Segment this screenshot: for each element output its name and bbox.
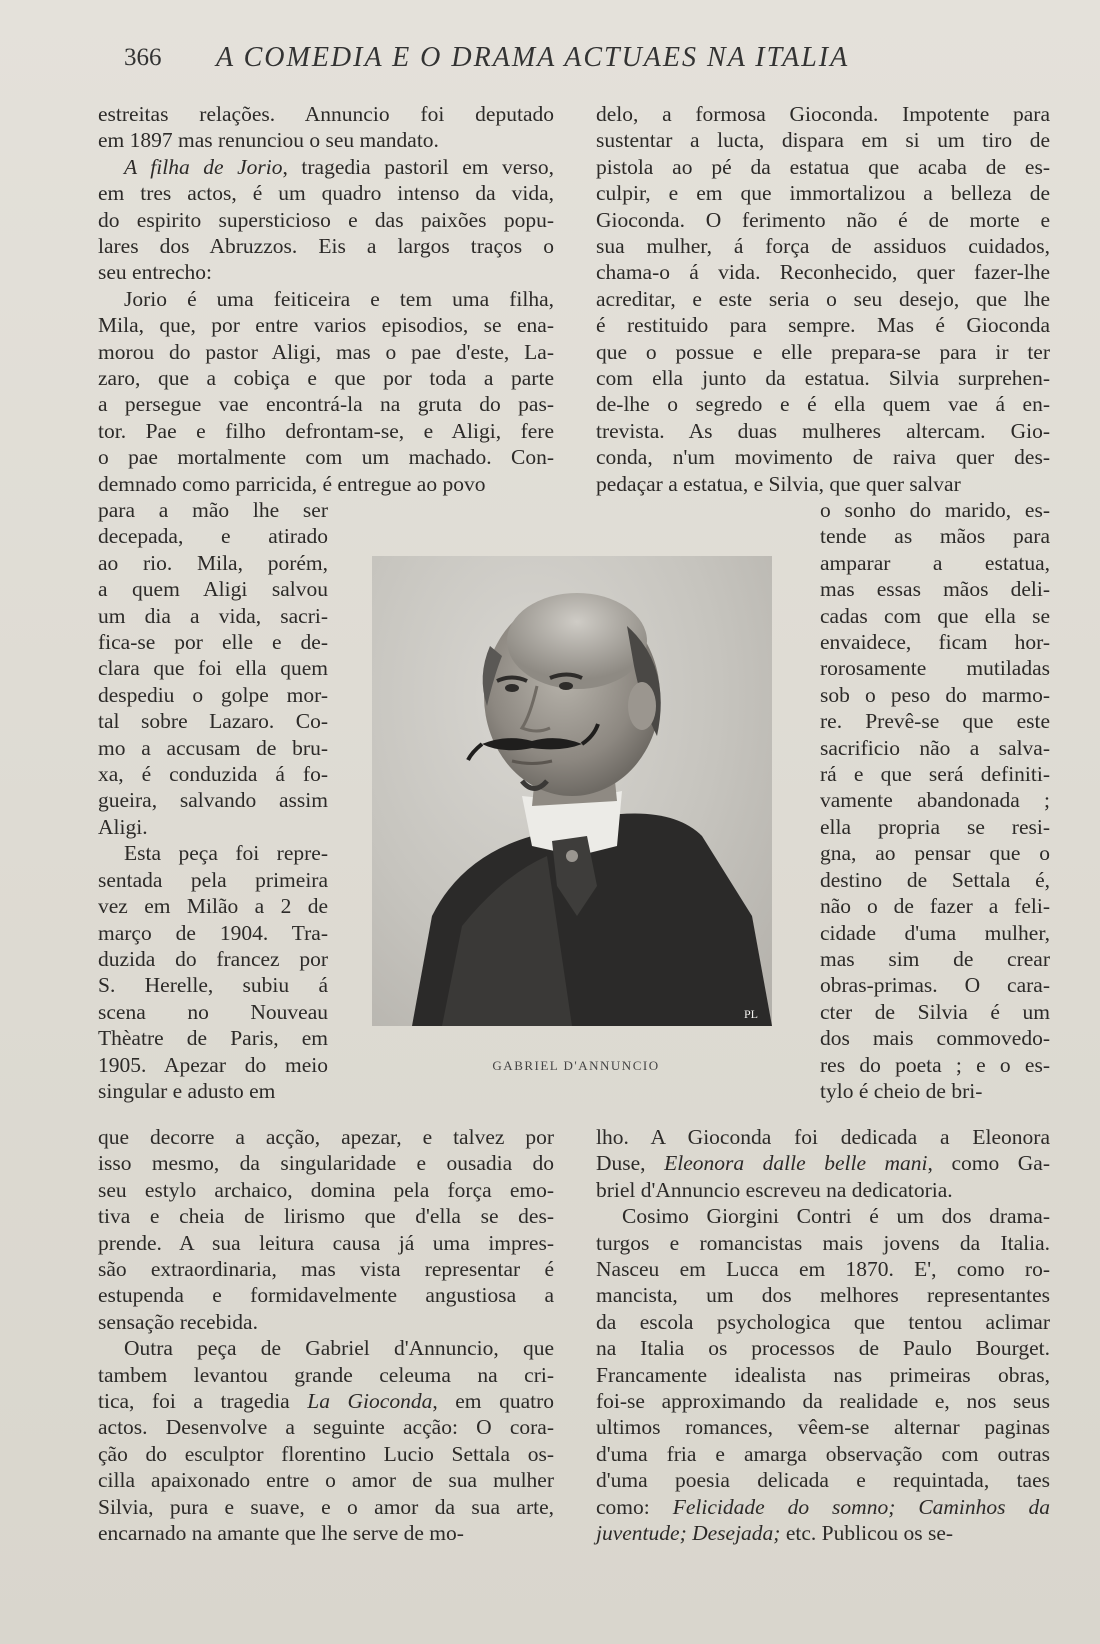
text-line: março de 1904. Tra-	[98, 920, 328, 945]
text-line: pedaçar a estatua, e Silvia, que quer salvar	[596, 471, 961, 496]
text-line: trevista. As duas mulheres altercam. Gio-	[596, 418, 1050, 443]
text-line: são extraordinaria, mas vista representar é	[98, 1257, 554, 1282]
text-line: cadas com que ella se	[820, 603, 1050, 628]
text-line: destino de Settala é,	[820, 867, 1050, 892]
text-line: em tres actos, é um quadro intenso da vida,	[98, 181, 554, 206]
right-column-bottom	[596, 1124, 1050, 1547]
text-line: ultimos romances, vêem-se alternar paginas	[596, 1415, 1050, 1440]
text-line: scena no Nouveau	[98, 999, 328, 1024]
text-line: prende. A sua leitura causa já uma impres-	[98, 1230, 554, 1255]
text-line: morou do pastor Aligi, mas o pae d'este, La-	[98, 339, 554, 364]
text-line: zaro, que a cobiça e que por toda a parte	[98, 366, 554, 391]
text-line: é restituido para sempre. Mas é Gioconda	[596, 313, 1050, 338]
text-line: tal sobre Lazaro. Co-	[98, 709, 328, 734]
text-line: delo, a formosa Gioconda. Impotente para	[596, 102, 1050, 126]
photo-mark: PL	[744, 1007, 759, 1021]
text-line: d'uma fria e amarga observação com outras	[596, 1441, 1050, 1466]
text-line: tylo é cheio de bri-	[820, 1078, 983, 1103]
text-line: dos mais commovedo-	[820, 1026, 1050, 1051]
figure-caption: GABRIEL D'ANNUNCIO	[492, 1058, 660, 1073]
text-line: que decorre a acção, apezar, e talvez por	[98, 1125, 554, 1149]
portrait-photo	[372, 556, 772, 1026]
text-line: Thèatre de Paris, em	[98, 1026, 328, 1051]
text-line: para a mão lhe ser	[98, 498, 328, 522]
portrait-illustration	[372, 556, 772, 1026]
text-line: chama-o á vida. Reconhecido, quer fazer-lhe	[596, 260, 1050, 285]
text-line: envaidece, ficam hor-	[820, 630, 1050, 655]
text-line: gna, ao pensar que o	[820, 841, 1050, 866]
text-line: não o de fazer a feli-	[820, 894, 1050, 919]
text-line: um dia a vida, sacri-	[98, 603, 328, 628]
text-line: ção do esculptor florentino Lucio Settala os-	[98, 1441, 554, 1466]
text-line: mas essas mãos deli-	[820, 577, 1050, 602]
text-line: que o possue e elle prepara-se para ir ter	[596, 339, 1050, 364]
text-line: gueira, salvando assim	[98, 788, 328, 813]
text-line: despediu o golpe mor-	[98, 682, 328, 707]
text-line: juventude; Desejada; etc. Publicou os se-	[596, 1521, 954, 1546]
text-line: res do poeta ; e o es-	[820, 1052, 1050, 1077]
text-line: Duse, Eleonora dalle belle mani, como Ga-	[596, 1151, 1050, 1176]
text-line: actos. Desenvolve a seguinte acção: O cora-	[98, 1415, 554, 1440]
text-line: Nasceu em Lucca em 1870. E', como ro-	[596, 1257, 1050, 1282]
text-line: Esta peça foi repre-	[124, 841, 328, 866]
text-line: Mila, que, por entre varios episodios, se ena-	[98, 313, 554, 338]
text-line: ao rio. Mila, porém,	[98, 550, 328, 575]
text-line: cter de Silvia é um	[820, 999, 1050, 1024]
text-line: 1905. Apezar do meio	[98, 1052, 328, 1077]
text-line: S. Herelle, subiu á	[98, 973, 328, 998]
text-line: culpir, e em que immortalizou a belleza de	[596, 181, 1050, 206]
text-line: tambem levantou grande celeuma na cri-	[98, 1362, 554, 1387]
page-number: 366	[124, 44, 162, 71]
text-line: sob o peso do marmo-	[820, 682, 1050, 707]
text-line: obras-primas. O cara-	[820, 973, 1050, 998]
text-line: mas sim de crear	[820, 946, 1050, 971]
text-line: como: Felicidade do somno; Caminhos da	[596, 1494, 1050, 1519]
text-line: cilla apaixonado entre o amor de sua mulher	[98, 1468, 554, 1493]
portrait-figure	[372, 556, 772, 1026]
text-line: vez em Milão a 2 de	[98, 894, 328, 919]
right-column-top	[596, 101, 1050, 497]
text-line: sentada pela primeira	[98, 867, 328, 892]
text-line: Outra peça de Gabriel d'Annuncio, que	[124, 1336, 554, 1361]
text-line: Francamente idealista nas primeiras obras,	[596, 1362, 1050, 1387]
text-line: a persegue vae encontrá-la na gruta do pas-	[98, 392, 554, 417]
text-line: sua mulher, á força de assiduos cuidados,	[596, 234, 1050, 259]
text-line: singular e adusto em	[98, 1078, 276, 1103]
text-line: lares dos Abruzzos. Eis a largos traços o	[98, 234, 554, 259]
text-line: seu estylo archaico, domina pela força emo-	[98, 1177, 554, 1202]
text-line: sensação recebida.	[98, 1309, 258, 1334]
text-line: Gioconda. O ferimento não é de morte e	[596, 207, 1050, 232]
text-line: tende as mãos para	[820, 524, 1050, 549]
text-line: duzida do francez por	[98, 946, 328, 971]
text-line: de-lhe o segredo e é ella quem vae á en-	[596, 392, 1050, 417]
text-line: sustentar a lucta, dispara em si um tiro de	[596, 128, 1050, 153]
text-line: vamente abandonada ;	[820, 788, 1050, 813]
text-line: Silvia, pura e suave, e o amor da sua arte,	[98, 1494, 554, 1519]
text-line: mo a accusam de bru-	[98, 735, 328, 760]
text-line: re. Prevê-se que este	[820, 709, 1050, 734]
text-line: o sonho do marido, es-	[820, 498, 1050, 522]
text-line: do espirito supersticioso e das paixões popu-	[98, 207, 554, 232]
text-line: com ella junto da estatua. Silvia surprehen-	[596, 366, 1050, 391]
text-line: o pae mortalmente com um machado. Con-	[98, 445, 554, 470]
text-line: pistola ao pé da estatua que acaba de es-	[596, 154, 1050, 179]
text-line: A filha de Jorio, tragedia pastoril em verso,	[124, 154, 555, 179]
running-title: A COMEDIA E O DRAMA ACTUAES NA ITALIA	[216, 42, 850, 73]
left-column-narrow	[98, 497, 328, 1104]
text-line: decepada, e atirado	[98, 524, 328, 549]
text-line: sacrificio não a salva-	[820, 735, 1050, 760]
text-line: isso mesmo, da singularidade e ousadia do	[98, 1151, 554, 1176]
text-line: seu entrecho:	[98, 260, 213, 285]
text-line: a quem Aligi salvou	[98, 577, 328, 602]
text-line: turgos e romancistas mais jovens da Italia.	[596, 1230, 1050, 1255]
text-line: na Italia os processos de Paulo Bourget.	[596, 1336, 1050, 1361]
text-line: lho. A Gioconda foi dedicada a Eleonora	[596, 1125, 1050, 1149]
text-line: tica, foi a tragedia La Gioconda, em quatro	[98, 1389, 554, 1414]
left-column-bottom	[98, 1124, 554, 1547]
page-header	[120, 40, 980, 80]
text-line: xa, é conduzida á fo-	[98, 762, 328, 787]
text-line: demnado como parricida, é entregue ao povo	[98, 471, 486, 496]
text-line: rorosamente mutiladas	[820, 656, 1050, 681]
text-line: estupenda e formidavelmente angustiosa a	[98, 1283, 554, 1308]
left-column-top	[98, 101, 554, 497]
text-line: em 1897 mas renunciou o seu mandato.	[98, 128, 439, 153]
text-line: conda, n'um movimento de raiva quer des-	[596, 445, 1050, 470]
text-line: briel d'Annuncio escreveu na dedicatoria.	[596, 1177, 953, 1202]
text-line: amparar a estatua,	[820, 550, 1050, 575]
text-line: acreditar, e este seria o seu desejo, que lhe	[596, 286, 1050, 311]
text-line: Aligi.	[98, 814, 148, 839]
text-line: estreitas relações. Annuncio foi deputado	[98, 102, 554, 126]
text-line: foi-se approximando da realidade e, nos seus	[596, 1389, 1050, 1414]
text-line: d'uma poesia delicada e requintada, taes	[596, 1468, 1050, 1493]
text-line: cidade d'uma mulher,	[820, 920, 1050, 945]
text-line: rá e que será definiti-	[820, 762, 1050, 787]
right-column-narrow	[820, 497, 1050, 1104]
text-line: tor. Pae e filho defrontam-se, e Aligi, fere	[98, 418, 554, 443]
text-line: Jorio é uma feiticeira e tem uma filha,	[124, 286, 554, 311]
text-line: mancista, um dos melhores representantes	[596, 1283, 1050, 1308]
text-line: clara que foi ella quem	[98, 656, 328, 681]
text-line: encarnado na amante que lhe serve de mo-	[98, 1521, 464, 1546]
text-line: da escola psychologica que tentou aclimar	[596, 1309, 1050, 1334]
text-line: Cosimo Giorgini Contri é um dos drama-	[622, 1204, 1050, 1229]
text-line: ella propria se resi-	[820, 814, 1050, 839]
text-line: fica-se por elle e de-	[98, 630, 328, 655]
text-line: tiva e cheia de lirismo que d'ella se des-	[98, 1204, 554, 1229]
